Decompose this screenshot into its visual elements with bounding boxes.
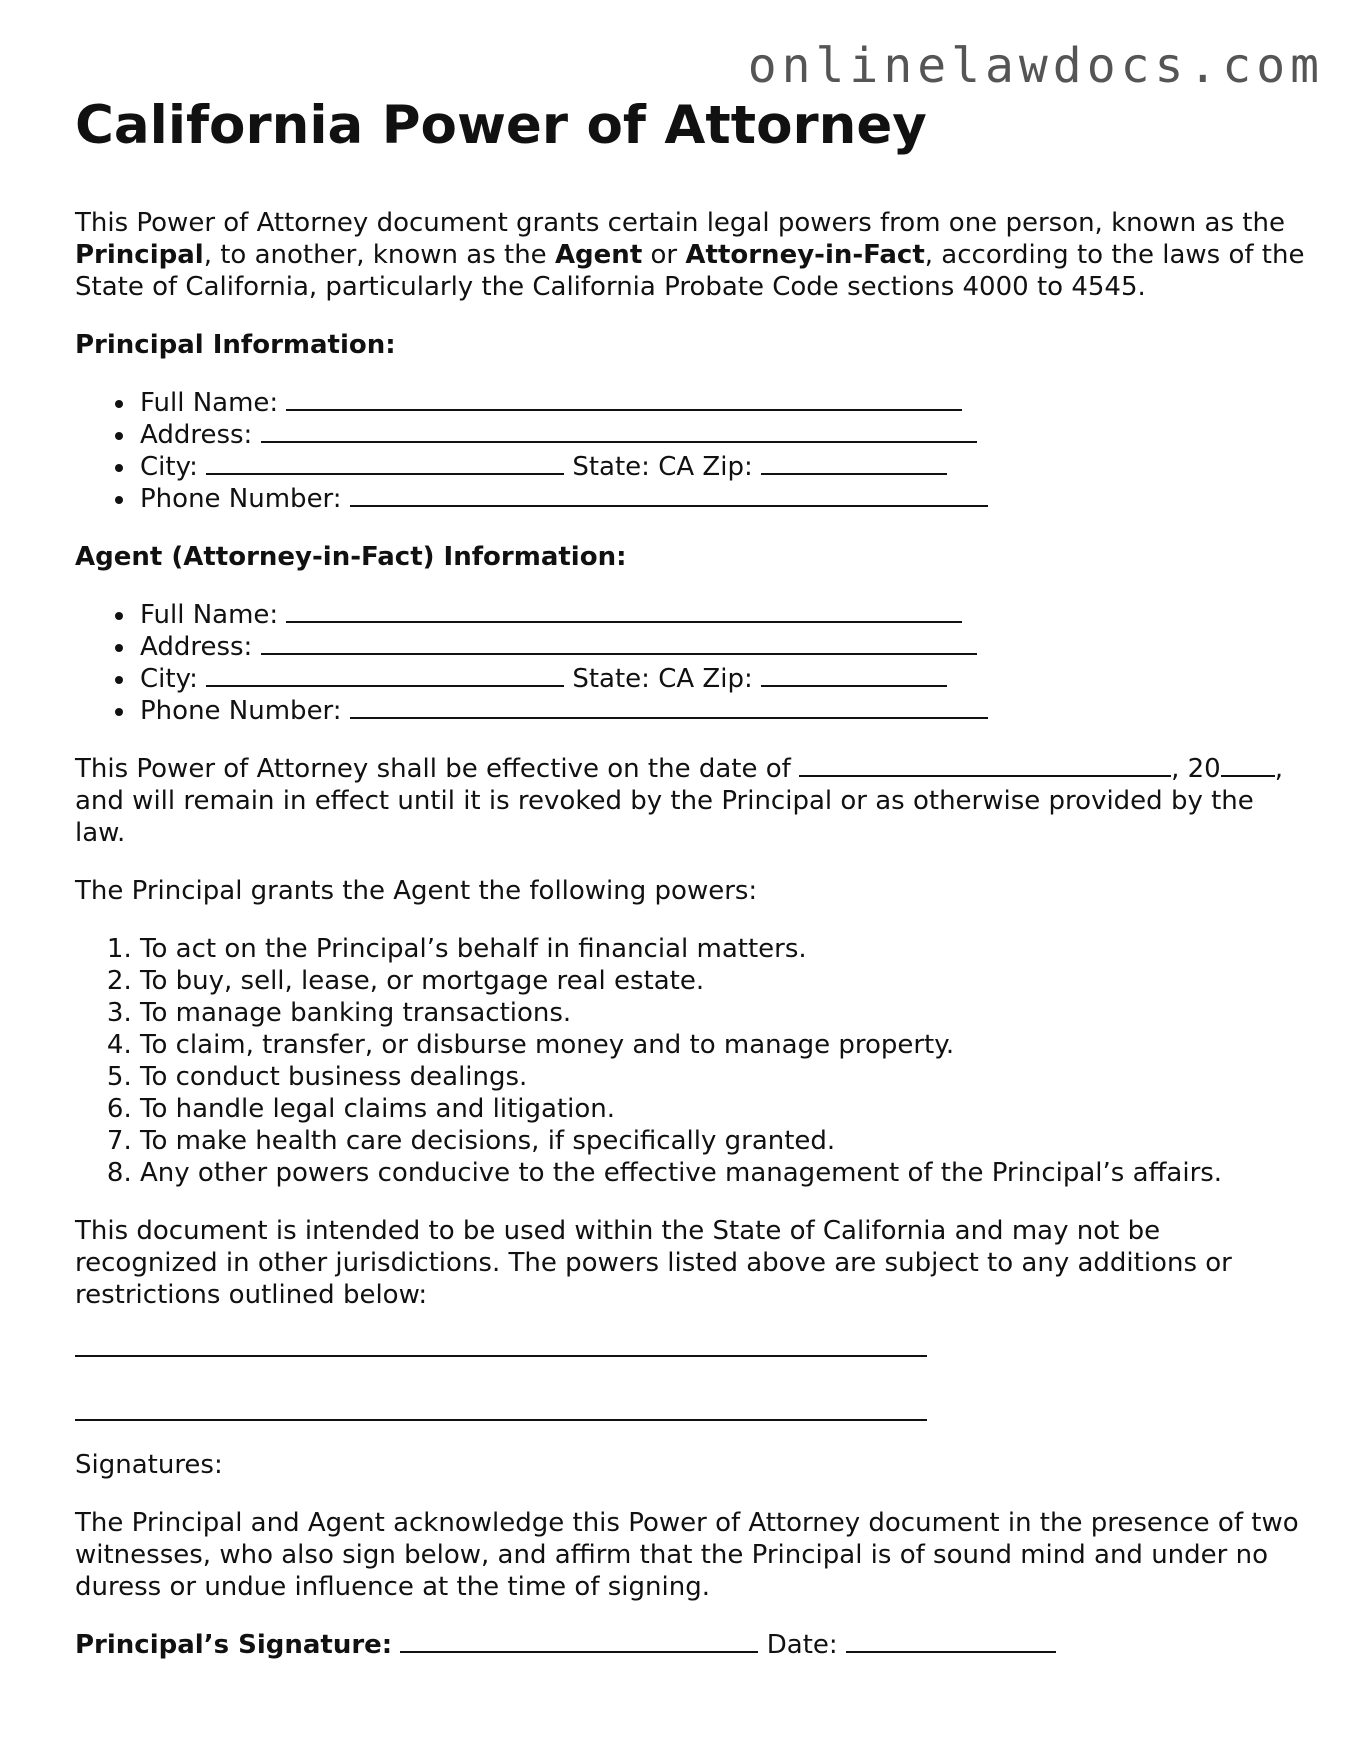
agent-term: Agent: [554, 239, 643, 270]
principal-address-row: [140, 419, 1305, 451]
principal-phone-field[interactable]: [350, 483, 988, 507]
principal-full-name-label: Full Name:: [140, 387, 279, 418]
power-item: 1. To act on the Principal’s behalf in financial matters.: [140, 933, 1305, 965]
agent-address-label: Address:: [140, 631, 253, 662]
restriction-line-1[interactable]: [75, 1355, 927, 1357]
agent-city-row: [140, 663, 1305, 695]
intro-paragraph: [75, 207, 1305, 303]
signatures-heading: Signatures:: [75, 1449, 223, 1480]
principal-city-label: City:: [140, 451, 198, 482]
agent-zip-field[interactable]: [761, 663, 947, 687]
intro-text-4: , according to the laws of the State of California, particularly the California Probate Code sections 4000 to 4545.: [75, 239, 1305, 302]
principal-info-list: [75, 387, 1305, 515]
principal-full-name-field[interactable]: [286, 387, 962, 411]
agent-phone-field[interactable]: [350, 695, 988, 719]
effective-year-field[interactable]: [1221, 753, 1275, 777]
agent-info-list: [75, 599, 1305, 727]
agent-address-row: [140, 631, 1305, 663]
agent-phone-label: Phone Number:: [140, 695, 342, 726]
acknowledgement-paragraph: The Principal and Agent acknowledge this Power of Attorney document in the presence of two witnesses, who also sign below, and affirm that the Principal is of sound mind and under no duress or undue influence at the time of signing.: [75, 1507, 1299, 1602]
power-item: 8. Any other powers conducive to the effective management of the Principal’s affairs.: [140, 1157, 1305, 1189]
grants-intro: The Principal grants the Agent the following powers:: [75, 875, 758, 906]
agent-full-name-field[interactable]: [286, 599, 962, 623]
principal-address-label: Address:: [140, 419, 253, 450]
principal-city-field[interactable]: [206, 451, 564, 475]
jurisdiction-paragraph: This document is intended to be used within the State of California and may not be recognized in other jurisdictions. The powers listed above are subject to any additions or restrictions outlined below:: [75, 1215, 1232, 1310]
agent-info-heading: Agent (Attorney-in-Fact) Information:: [75, 541, 627, 572]
restrictions-block: [75, 1311, 1305, 1421]
agent-address-field[interactable]: [261, 631, 977, 655]
document-title: California Power of Attorney: [75, 95, 927, 156]
powers-list: [75, 933, 1305, 1189]
attorney-in-fact-term: Attorney-in-Fact: [685, 239, 925, 270]
agent-full-name-label: Full Name:: [140, 599, 279, 630]
agent-city-label: City:: [140, 663, 198, 694]
principal-full-name-row: [140, 387, 1305, 419]
principal-address-field[interactable]: [261, 419, 977, 443]
principal-city-row: [140, 451, 1305, 483]
effective-year-prefix: 20: [1187, 753, 1221, 784]
document-page: [75, 96, 1305, 1661]
power-item: 2. To buy, sell, lease, or mortgage real estate.: [140, 965, 1305, 997]
principal-state-zip-label: State: CA Zip:: [572, 451, 753, 482]
principal-signature-date-field[interactable]: [846, 1629, 1056, 1653]
effective-date-field[interactable]: [799, 753, 1171, 777]
intro-text-2: , to another, known as the: [203, 239, 555, 270]
effective-comma: ,: [1171, 753, 1180, 784]
agent-full-name-row: [140, 599, 1305, 631]
watermark: onlinelawdocs.com: [747, 38, 1324, 94]
power-item: 3. To manage banking transactions.: [140, 997, 1305, 1029]
principal-signature-label: Principal’s Signature:: [75, 1629, 393, 1660]
power-item: 5. To conduct business dealings.: [140, 1061, 1305, 1093]
agent-phone-row: [140, 695, 1305, 727]
power-item: 7. To make health care decisions, if specifically granted.: [140, 1125, 1305, 1157]
principal-signature-field[interactable]: [400, 1629, 758, 1653]
intro-text-1: This Power of Attorney document grants certain legal powers from one person, known as the: [75, 207, 1285, 238]
effective-text-2: , and will remain in effect until it is revoked by the Principal or as otherwise provided by the law.: [75, 753, 1283, 848]
principal-zip-field[interactable]: [761, 451, 947, 475]
agent-state-zip-label: State: CA Zip:: [572, 663, 753, 694]
intro-text-3: or: [642, 239, 686, 270]
restriction-line-2[interactable]: [75, 1419, 927, 1421]
principal-phone-label: Phone Number:: [140, 483, 342, 514]
principal-term: Principal: [75, 239, 204, 270]
effective-date-paragraph: [75, 753, 1305, 849]
principal-phone-row: [140, 483, 1305, 515]
principal-info-heading: Principal Information:: [75, 329, 396, 360]
principal-signature-row: [75, 1629, 1305, 1661]
power-item: 4. To claim, transfer, or disburse money and to manage property.: [140, 1029, 1305, 1061]
principal-signature-date-label: Date:: [766, 1629, 838, 1660]
power-item: 6. To handle legal claims and litigation.: [140, 1093, 1305, 1125]
effective-text-1: This Power of Attorney shall be effective on the date of: [75, 753, 800, 784]
agent-city-field[interactable]: [206, 663, 564, 687]
